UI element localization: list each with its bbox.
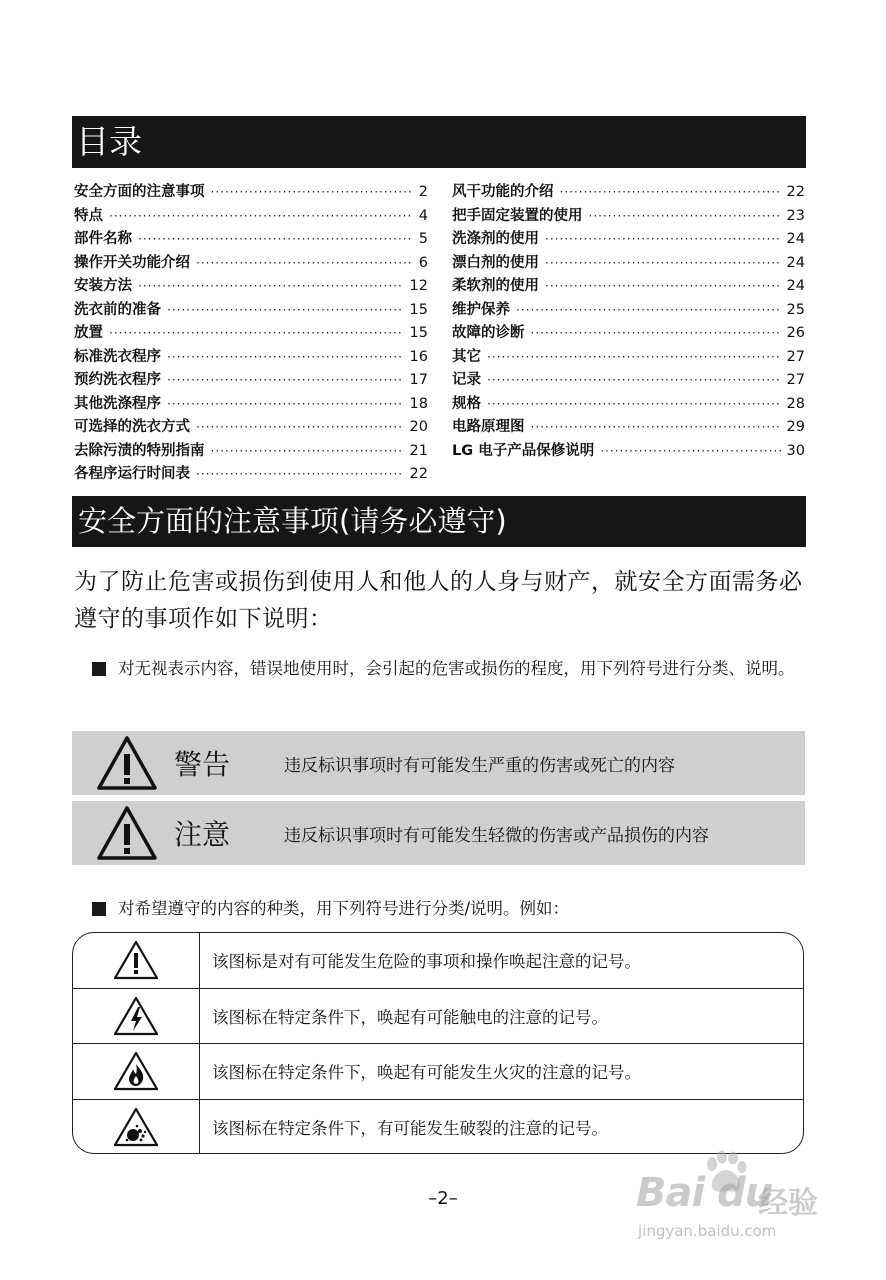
toc-left-column (74, 180, 428, 486)
safety-intro: 为了防止危害或损伤到使用人和他人的人身与财产，就安全方面需务必遵守的事项作如下说明： (74, 569, 803, 632)
toc-entry-page: 27 (786, 348, 805, 365)
toc-entry-label: 电路原理图 (452, 419, 525, 435)
toc-entry-page: 16 (409, 348, 428, 365)
caution-triangle-icon (96, 805, 158, 861)
caution-word: 注意 (174, 818, 231, 851)
bullet-text: 对希望遵守的内容的种类，用下列符号进行分类/说明。例如： (118, 899, 570, 918)
toc-entry-label: 安全方面的注意事项 (74, 184, 205, 200)
toc-entry[interactable] (74, 321, 428, 345)
toc-entry-label: 操作开关功能介绍 (74, 254, 190, 271)
toc-entry-page: 23 (786, 207, 805, 224)
symbol-description: 该图标在特定条件下，有可能发生破裂的注意的记号。 (212, 1119, 608, 1139)
toc-entry-page: 22 (409, 466, 428, 482)
toc-entry[interactable] (74, 368, 428, 392)
toc-entry-page: 25 (786, 301, 805, 318)
symbol-description: 该图标在特定条件下，唤起有可能触电的注意的记号。 (212, 1007, 608, 1027)
toc-entry[interactable] (74, 180, 428, 204)
toc-entry-label: 规格 (452, 395, 481, 412)
watermark-brand: Bai du (636, 1170, 773, 1216)
watermark-url: jingyan.baidu.com (638, 1222, 777, 1240)
toc-entry-page: 2 (418, 184, 428, 200)
electric-shock-triangle-icon (112, 995, 160, 1037)
toc-entry-label: 各程序运行时间表 (74, 466, 190, 482)
toc-entry-label: 柔软剂的使用 (452, 278, 539, 294)
toc-entry-label: 漂白剂的使用 (452, 254, 539, 271)
toc-entry[interactable] (74, 462, 428, 486)
warning-box (72, 731, 805, 795)
table-row (73, 1044, 803, 1100)
toc-entry-label: 部件名称 (74, 231, 132, 247)
symbol-table (72, 932, 804, 1154)
toc-entry-page: 21 (409, 442, 428, 459)
toc-entry-label: 其他洗涤程序 (74, 395, 161, 412)
toc-entry-page: 24 (786, 278, 805, 294)
toc-entry-label: 特点 (74, 207, 103, 224)
fire-triangle-icon (112, 1050, 160, 1092)
toc-title-banner (72, 116, 806, 168)
toc-entry[interactable] (74, 251, 428, 275)
caution-box (72, 801, 805, 865)
toc-entry-label: 记录 (452, 372, 481, 388)
toc-entry-page: 27 (786, 372, 805, 388)
toc-right-column (452, 180, 805, 462)
warning-description: 违反标识事项时有可能发生严重的伤害或死亡的内容 (284, 755, 675, 776)
toc-entry-page: 24 (786, 231, 805, 247)
exclamation-triangle-icon (112, 939, 160, 981)
caution-description: 违反标识事项时有可能发生轻微的伤害或产品损伤的内容 (284, 825, 709, 846)
toc-entry-page: 15 (409, 301, 428, 318)
toc-entry[interactable] (452, 227, 805, 251)
toc-entry[interactable] (74, 274, 428, 298)
toc-entry[interactable] (452, 392, 805, 416)
toc-entry-page: 20 (409, 419, 428, 435)
toc-entry-page: 5 (418, 231, 428, 247)
toc-entry-label: 可选择的洗衣方式 (74, 419, 190, 435)
toc-entry[interactable] (74, 345, 428, 369)
toc-entry[interactable] (74, 204, 428, 228)
toc-entry-page: 17 (409, 372, 428, 388)
warning-word: 警告 (174, 748, 231, 781)
toc-entry-label: 放置 (74, 325, 103, 341)
safety-title: 安全方面的注意事项(请务必遵守) (78, 504, 507, 538)
table-row (73, 1100, 803, 1155)
toc-entry-page: 24 (786, 254, 805, 271)
toc-entry-label: 维护保养 (452, 301, 510, 318)
toc-entry[interactable] (452, 321, 805, 345)
toc-title: 目录 (76, 122, 142, 161)
toc-entry-label: 预约洗衣程序 (74, 372, 161, 388)
toc-entry-label: LG 电子产品保修说明 (452, 442, 595, 459)
toc-entry-label: 标准洗衣程序 (74, 348, 161, 365)
toc-entry-page: 28 (786, 395, 805, 412)
toc-entry-page: 22 (786, 184, 805, 200)
toc-entry[interactable] (74, 415, 428, 439)
toc-entry-label: 其它 (452, 348, 481, 365)
toc-entry[interactable] (452, 368, 805, 392)
page-number: –2– (428, 1188, 458, 1209)
toc-entry-label: 把手固定装置的使用 (452, 207, 583, 224)
bullet-paragraph (92, 895, 812, 923)
symbol-description: 该图标是对有可能发生危险的事项和操作唤起注意的记号。 (212, 952, 641, 972)
toc-entry[interactable] (74, 439, 428, 463)
toc-entry-page: 12 (409, 278, 428, 294)
toc-entry[interactable] (74, 227, 428, 251)
toc-entry-label: 风干功能的介绍 (452, 184, 554, 200)
safety-title-banner (72, 496, 806, 547)
toc-entry-page: 29 (786, 419, 805, 435)
watermark-cn: 经验 (758, 1186, 818, 1221)
symbol-description: 该图标在特定条件下，唤起有可能发生火灾的注意的记号。 (212, 1063, 641, 1083)
toc-entry-label: 安装方法 (74, 278, 132, 294)
warning-triangle-icon (96, 735, 158, 791)
toc-entry-label: 洗衣前的准备 (74, 301, 161, 318)
toc-entry[interactable] (452, 298, 805, 322)
table-row (73, 933, 803, 989)
toc-entry-page: 6 (418, 254, 428, 271)
square-bullet-icon (92, 662, 106, 676)
toc-entry-label: 洗涤剂的使用 (452, 231, 539, 247)
bullet-paragraph (92, 655, 812, 683)
bullet-text: 对无视表示内容，错误地使用时，会引起的危害或损伤的程度，用下列符号进行分类、说明。 (118, 659, 795, 678)
toc-entry[interactable] (452, 251, 805, 275)
toc-entry-page: 4 (418, 207, 428, 224)
square-bullet-icon (92, 902, 106, 916)
toc-entry-page: 15 (409, 325, 428, 341)
toc-entry[interactable] (452, 204, 805, 228)
toc-entry-label: 去除污渍的特别指南 (74, 442, 205, 459)
toc-entry-page: 26 (786, 325, 805, 341)
toc-entry[interactable] (452, 345, 805, 369)
toc-entry-page: 18 (409, 395, 428, 412)
toc-entry[interactable] (74, 298, 428, 322)
toc-entry[interactable] (452, 439, 805, 463)
toc-entry-page: 30 (786, 442, 805, 459)
toc-entry[interactable] (452, 180, 805, 204)
toc-entry[interactable] (74, 392, 428, 416)
toc-entry[interactable] (452, 415, 805, 439)
toc-entry[interactable] (452, 274, 805, 298)
table-row (73, 989, 803, 1045)
toc-entry-label: 故障的诊断 (452, 325, 525, 341)
explosion-triangle-icon (112, 1106, 160, 1148)
